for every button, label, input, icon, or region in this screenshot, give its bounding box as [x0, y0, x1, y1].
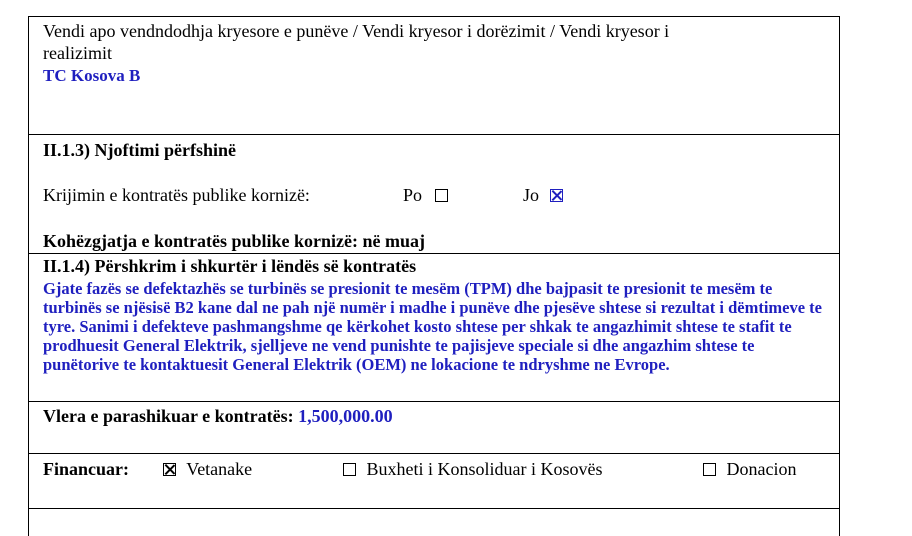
divider: [28, 401, 840, 402]
checkbox-yes-icon[interactable]: [435, 189, 448, 202]
divider: [28, 134, 840, 135]
contract-value-label: Vlera e parashikuar e kontratës:: [43, 406, 294, 426]
contract-value: [43, 406, 393, 427]
divider: [28, 253, 840, 254]
framework-duration-label: Kohëzgjatja e kontratës publike kornizë: në muaj: [43, 231, 425, 251]
checkbox-own-checked-icon[interactable]: [163, 463, 176, 476]
financing-label: Financuar:: [43, 459, 130, 479]
notice-heading: II.1.3) Njoftimi përfshinë: [43, 140, 236, 160]
checkbox-budget-icon[interactable]: [343, 463, 356, 476]
description-heading: II.1.4) Përshkrim i shkurtër i lëndës së kontratës: [43, 256, 417, 276]
location-label-line2: realizimit: [43, 43, 112, 63]
financing-option-budget[interactable]: [343, 459, 603, 480]
checkbox-no-checked-icon[interactable]: [550, 189, 563, 202]
financing-option-donation[interactable]: [703, 459, 796, 480]
location-label-line1: Vendi apo vendndodhja kryesore e punëve / Vendi kryesor i dorëzimit / Vendi kryesor i: [43, 21, 670, 41]
financing-option-own[interactable]: [163, 459, 252, 480]
option-yes-label: Po: [403, 185, 423, 205]
checkbox-donation-icon[interactable]: [703, 463, 716, 476]
divider: [28, 508, 840, 509]
contract-value-amount: 1,500,000.00: [298, 406, 393, 426]
financing-option-donation-label: Donacion: [726, 459, 797, 479]
divider: [28, 453, 840, 454]
description-text: Gjate fazës se defektazhës se turbinës se presionit te mesëm (TPM) dhe bajpasit te presionit te mesëm te turbinës se njësisë B2 kane dal ne pah një numër i madhe i punëve dhe pjesëve shtese si rezultat i dëmtimeve te tyre. Sanimi i defekteve pashmangshme qe kërkohet kosto shtese per shkak te angazhimit shtese te stafit te prodhuesit General Elektrik, sjelljeve ne vend punishte te pajisjeve speciale si dhe angazhim shtese te punëtorive te kontaktuesit General Elektrik (OEM) ne lokacione te ndryshme ne Evrope.: [43, 279, 822, 374]
location-value: TC Kosova B: [43, 66, 141, 85]
financing-option-own-label: Vetanake: [186, 459, 253, 479]
financing-option-budget-label: Buxheti i Konsoliduar i Kosovës: [366, 459, 603, 479]
option-no-label: Jo: [523, 185, 540, 205]
framework-contract-label: Krijimin e kontratës publike kornizë:: [43, 185, 310, 205]
option-no[interactable]: [523, 185, 563, 206]
option-yes[interactable]: [403, 185, 448, 206]
